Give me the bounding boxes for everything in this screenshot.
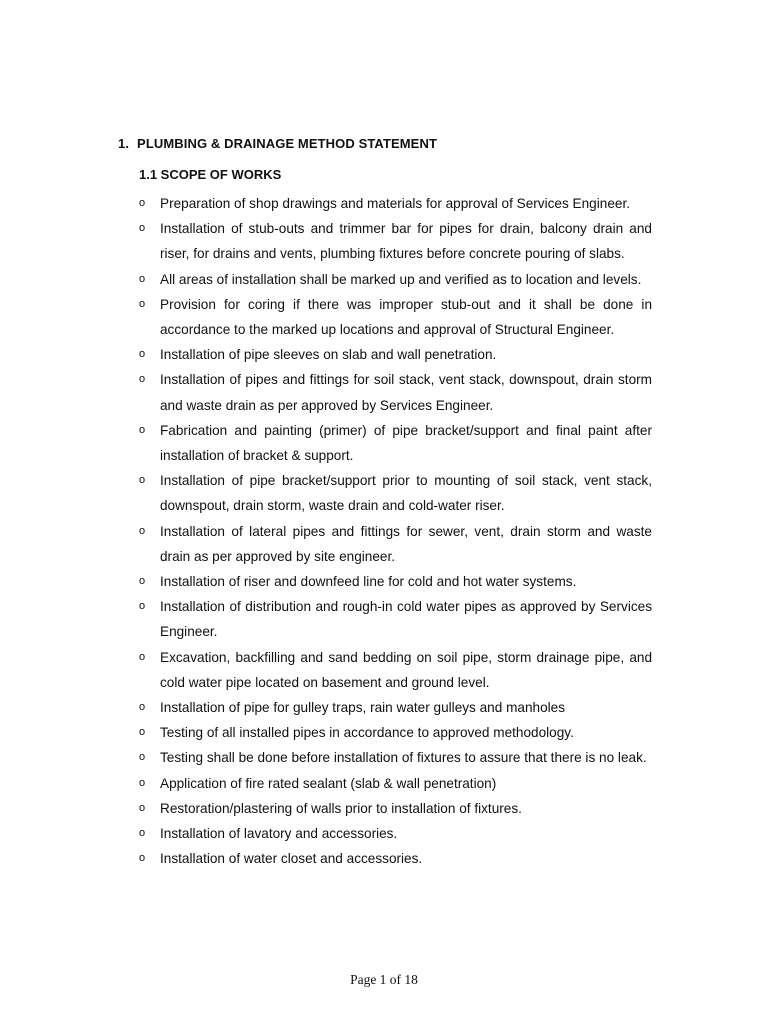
bullet-icon: o xyxy=(139,600,146,613)
bullet-icon: o xyxy=(139,348,146,361)
list-item xyxy=(139,569,652,594)
subsection-heading: 1.1 SCOPE OF WORKS xyxy=(139,167,282,182)
section-title: PLUMBING & DRAINAGE METHOD STATEMENT xyxy=(137,136,437,151)
list-item-text: Installation of water closet and accessories. xyxy=(160,851,423,867)
list-item xyxy=(139,342,652,367)
bullet-icon: o xyxy=(139,801,146,814)
list-item-text: Testing of all installed pipes in accordance to approved methodology. xyxy=(160,725,574,741)
list-item xyxy=(139,267,652,292)
bullet-icon: o xyxy=(139,776,146,789)
list-item-text: Installation of lateral pipes and fittings for sewer, vent, drain storm and waste drain as per approved by site engineer. xyxy=(160,523,652,564)
list-item xyxy=(139,594,652,644)
list-item-text: Installation of pipe bracket/support prior to mounting of soil stack, vent stack, downspout, drain storm, waste drain and cold-water riser. xyxy=(160,473,652,514)
list-item-text: Provision for coring if there was improper stub-out and it shall be done in accordance to the marked up locations and approval of Structural Engineer. xyxy=(160,296,652,338)
list-item-text: Installation of riser and downfeed line for cold and hot water systems. xyxy=(160,574,577,590)
list-item xyxy=(139,191,652,216)
section-number: 1. xyxy=(118,136,130,151)
list-item xyxy=(139,720,652,745)
bullet-icon: o xyxy=(139,751,146,764)
list-item xyxy=(139,367,652,417)
list-item-text: Installation of pipe sleeves on slab and wall penetration. xyxy=(160,347,497,363)
bullet-icon: o xyxy=(139,474,146,487)
list-item xyxy=(139,645,652,695)
list-item-text: Excavation, backfilling and sand bedding on soil pipe, storm drainage pipe, and cold water pipe located on basement and ground level. xyxy=(160,649,652,690)
list-item xyxy=(139,695,652,720)
list-item xyxy=(139,796,652,821)
bullet-icon: o xyxy=(139,272,146,285)
bullet-icon: o xyxy=(139,726,146,739)
bullet-icon: o xyxy=(139,423,146,436)
list-item-text: All areas of installation shall be marked up and verified as to location and levels. xyxy=(160,271,642,287)
list-item-text: Testing shall be done before installation of fixtures to assure that there is no leak. xyxy=(160,750,647,766)
bullet-icon: o xyxy=(139,297,146,310)
list-item-text: Fabrication and painting (primer) of pipe bracket/support and final paint after installation of bracket & support. xyxy=(160,422,652,464)
bullet-icon: o xyxy=(139,701,146,714)
list-item-text: Application of fire rated sealant (slab & wall penetration) xyxy=(160,775,497,791)
bullet-icon: o xyxy=(139,197,146,209)
list-item-text: Installation of pipe for gulley traps, rain water gulleys and manholes xyxy=(160,700,566,716)
list-item-text: Installation of pipes and fittings for soil stack, vent stack, downspout, drain storm and waste drain as per approved by Services Engineer. xyxy=(160,372,652,413)
bullet-icon: o xyxy=(139,222,146,235)
list-item xyxy=(139,418,652,468)
list-item xyxy=(139,745,652,770)
list-item xyxy=(139,846,652,871)
list-item-text: Restoration/plastering of walls prior to installation of fixtures. xyxy=(160,800,522,816)
bullet-icon: o xyxy=(139,650,146,663)
bullet-icon: o xyxy=(139,852,146,865)
list-item xyxy=(139,468,652,518)
bullet-icon: o xyxy=(139,373,146,386)
bullet-icon: o xyxy=(139,524,146,537)
list-item-text: Installation of distribution and rough-in cold water pipes as approved by Services Engineer. xyxy=(160,599,652,640)
list-item-text: Installation of stub-outs and trimmer bar for pipes for drain, balcony drain and riser, for drains and vents, plumbing fixtures before concrete pouring of slabs. xyxy=(160,221,652,262)
list-item-text: Installation of lavatory and accessories. xyxy=(160,826,398,842)
list-item-text: Preparation of shop drawings and materials for approval of Services Engineer. xyxy=(160,196,630,211)
list-item xyxy=(139,292,652,342)
list-item xyxy=(139,216,652,266)
section-heading xyxy=(118,136,437,151)
bullet-icon: o xyxy=(139,827,146,840)
list-item xyxy=(139,519,652,569)
list-item xyxy=(139,771,652,796)
page-number: Page 1 of 18 xyxy=(350,972,418,987)
scope-of-works-list xyxy=(139,191,652,871)
list-item xyxy=(139,821,652,846)
bullet-icon: o xyxy=(139,575,146,588)
